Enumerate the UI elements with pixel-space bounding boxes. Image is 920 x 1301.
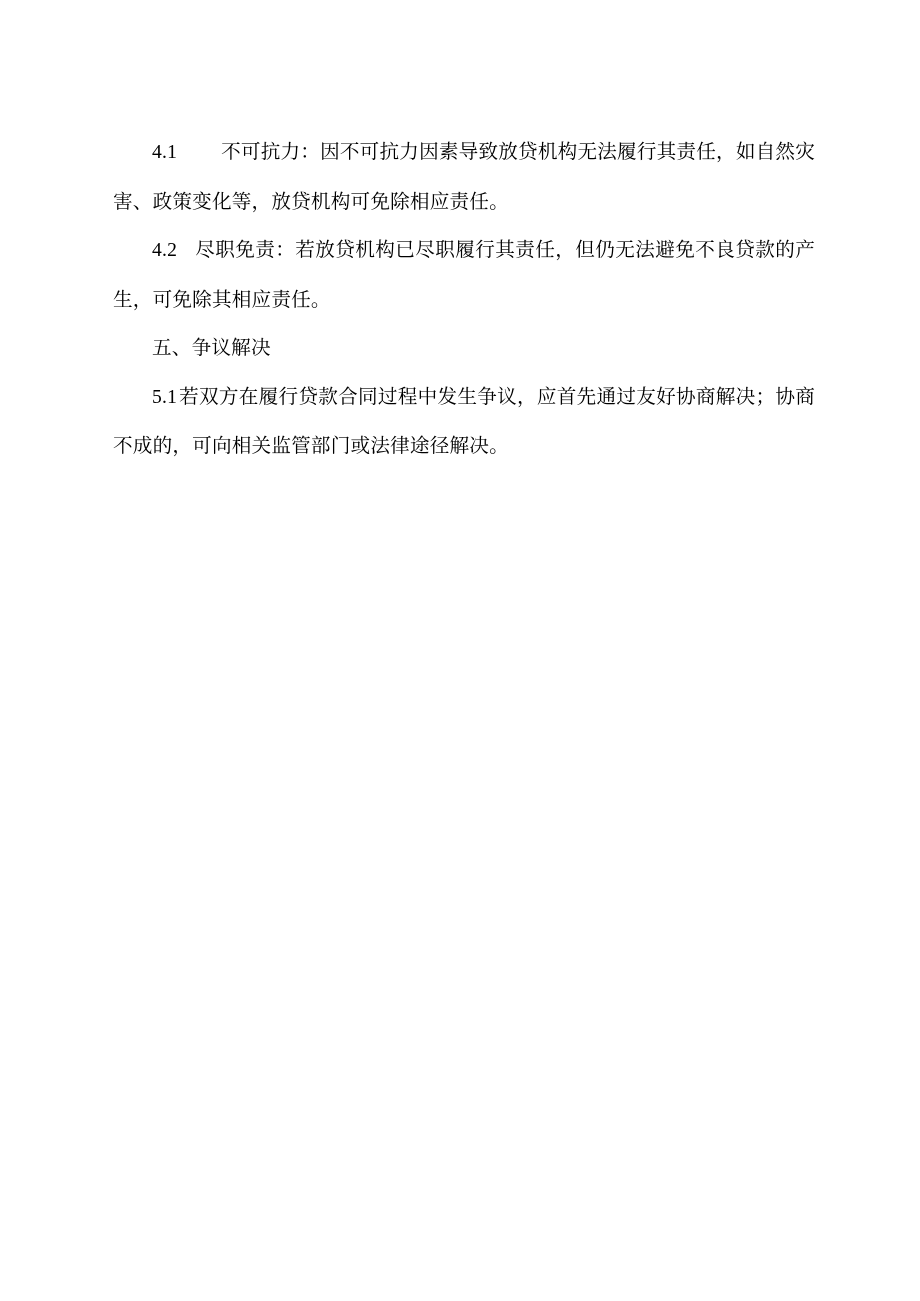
clause-4-1: [113, 128, 815, 226]
clause-text: 不可抗力：因不可抗力因素导致放贷机构无法履行其责任，如自然灾害、政策变化等，放贷机构可免除相应责任。: [113, 140, 815, 213]
clause-text: 尽职免责：若放贷机构已尽职履行其责任，但仍无法避免不良贷款的产生，可免除其相应责任。: [113, 238, 815, 311]
clause-number: 4.2: [152, 240, 178, 261]
document-body: [113, 128, 815, 471]
clause-text: 若双方在履行贷款合同过程中发生争议，应首先通过友好协商解决；协商不成的，可向相关监管部门或法律途径解决。: [113, 384, 815, 457]
section-heading-text: 五、争议解决: [152, 336, 271, 359]
clause-5-1: [113, 373, 815, 471]
clause-number: 5.1: [152, 386, 178, 408]
clause-4-2: [113, 226, 815, 324]
clause-number: 4.1: [152, 142, 178, 163]
section-heading-dispute-resolution: [113, 324, 815, 373]
